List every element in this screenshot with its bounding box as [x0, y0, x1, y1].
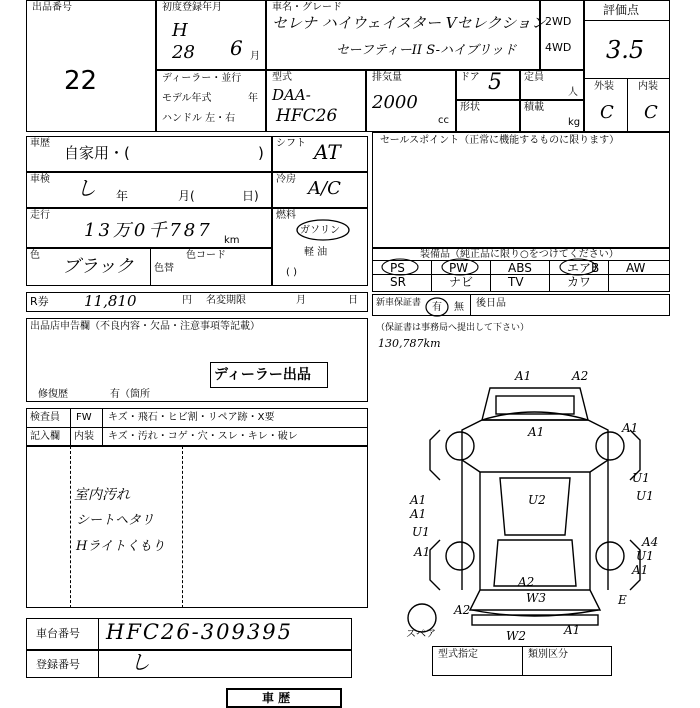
displacement-unit: cc — [438, 115, 449, 126]
int-grade: C — [644, 102, 658, 123]
warranty-after: 後日品 — [476, 298, 506, 309]
recycle-value: 11,810 — [84, 292, 137, 310]
equipment-circle — [380, 258, 420, 276]
fuel-gas: ガソリン — [300, 225, 340, 236]
mark-14: A2 — [518, 575, 535, 589]
mark-5: U1 — [636, 489, 654, 503]
equipment-item: SR — [390, 275, 406, 289]
dealer-label: ディーラー・並行 — [162, 73, 242, 84]
color-code-label: 色コード — [186, 250, 226, 261]
mark-19: A1 — [564, 623, 581, 637]
car-name-value: セレナ ハイウェイスター Vセレクション — [272, 14, 547, 32]
fw-label: FW — [76, 412, 92, 423]
inspection-day: 日) — [242, 189, 259, 203]
grade-value: 3.5 — [606, 36, 645, 64]
name-change-month: 月 — [296, 295, 306, 306]
first-reg-month: 6 — [230, 36, 243, 60]
mark-9: U1 — [412, 525, 430, 539]
drive-4wd: 4WD — [545, 41, 572, 54]
first-reg-label: 初度登録年月 — [162, 2, 222, 13]
name-change-day: 日 — [348, 295, 358, 306]
note-3: Hライトくもり — [76, 539, 165, 554]
warranty-yes: 有 — [432, 302, 442, 313]
fw-options: キズ・飛石・ヒビ割・リペア跡・X要 — [108, 412, 275, 423]
first-reg-month-unit: 月 — [250, 51, 260, 62]
equipment-label: 装備品（純正品に限り○をつけてください） — [420, 249, 619, 260]
capacity-label: 定員 — [524, 72, 544, 83]
recycle-label: R券 — [30, 295, 49, 308]
equipment-item: エアB — [567, 261, 600, 275]
car-diagram — [400, 360, 680, 650]
note-2: シートヘタリ — [76, 513, 155, 528]
equipment-item: カワ — [567, 275, 592, 289]
first-reg-era: H — [172, 20, 188, 41]
mileage-unit: km — [224, 235, 240, 246]
note-1: 室内汚れ — [74, 487, 130, 503]
equipment-circle — [558, 258, 598, 276]
shape-label: 形状 — [460, 102, 480, 113]
shift-value: AT — [314, 140, 341, 164]
inspection-label: 車検 — [30, 174, 50, 185]
equipment-item: PW — [449, 261, 469, 275]
model-value: DAA- — [272, 86, 311, 104]
ext-grade: C — [600, 102, 614, 123]
mileage-label: 走行 — [30, 210, 50, 221]
car-name-sub: セーフティーII S-ハイブリッド — [336, 43, 517, 58]
class-label: 類別区分 — [528, 649, 568, 660]
drive-box — [540, 0, 584, 70]
displacement-value: 2000 — [372, 92, 418, 113]
ac-label: 冷房 — [276, 174, 296, 185]
mark-17: E — [618, 593, 627, 607]
equipment-item: AW — [626, 261, 646, 275]
checks-label-2: 記入欄 — [30, 431, 60, 442]
type-designation-label: 型式指定 — [438, 649, 478, 660]
name-change-label: 名変期限 — [206, 295, 246, 306]
equipment-item: PS — [390, 261, 405, 275]
mark-13: A1 — [632, 563, 649, 577]
int-label: 内装 — [638, 81, 658, 92]
history-value: 自家用・( — [64, 144, 130, 162]
inspection-month: 月( — [178, 189, 195, 203]
equipment-circle — [440, 258, 480, 276]
doors-label: ドア — [460, 72, 480, 83]
model-value-2: HFC26 — [276, 106, 338, 126]
mark-15: W3 — [526, 591, 546, 605]
displacement-label: 排気量 — [372, 72, 402, 83]
first-reg-year: 28 — [172, 42, 195, 63]
mark-16: A2 — [454, 603, 471, 617]
odometer-note-label: （保証書は事務局へ提出して下さい） — [376, 323, 530, 333]
reg-number-value: し — [130, 650, 150, 674]
interior-label: 内装 — [74, 431, 94, 442]
mark-1: A2 — [572, 369, 589, 383]
mark-12: U1 — [636, 549, 654, 563]
model-year-label: モデル年式 — [162, 93, 212, 104]
mark-7: U2 — [528, 493, 546, 507]
inspection-box — [26, 172, 272, 208]
reg-number-label: 登録番号 — [36, 658, 80, 671]
doors-value: 5 — [488, 70, 502, 95]
checks-label-1: 検査員 — [30, 412, 60, 423]
drive-2wd: 2WD — [545, 15, 572, 28]
sales-point-box — [372, 132, 670, 248]
history-close: ) — [258, 144, 264, 162]
fuel-label: 燃料 — [276, 210, 296, 221]
equipment-item: ABS — [508, 261, 532, 275]
grade-label: 評価点 — [603, 3, 640, 17]
exhibitor-label: 出品店申告欄（不良内容・欠品・注意事項等記載） — [30, 321, 260, 332]
ext-label: 外装 — [594, 81, 614, 92]
mark-10: A4 — [642, 535, 659, 549]
car-name-label: 車名・グレード — [272, 2, 342, 13]
model-year-unit: 年 — [248, 93, 258, 104]
capacity-unit: 人 — [568, 87, 578, 98]
warranty-no: 無 — [454, 302, 464, 313]
sales-point-label: セールスポイント（正常に機能するものに限ります） — [380, 135, 620, 146]
load-unit: kg — [568, 117, 581, 128]
mark-6: A1 — [410, 493, 427, 507]
warranty-label: 新車保証書 — [376, 298, 422, 308]
mark-3: A1 — [622, 421, 639, 435]
lot-number: 22 — [64, 66, 98, 96]
ac-value: A/C — [308, 178, 341, 199]
recycle-unit: 円 — [182, 295, 192, 306]
shift-label: シフト — [276, 138, 306, 149]
equipment-item: TV — [508, 275, 524, 289]
equipment-item: ナビ — [449, 275, 474, 289]
odometer-note-value: 130,787km — [378, 337, 441, 350]
color-label: 色 — [30, 250, 40, 261]
chassis-value: HFC26-309395 — [106, 620, 293, 644]
fuel-light: 軽 油 — [304, 247, 328, 258]
spare-label: スペア — [406, 629, 436, 640]
model-label: 型式 — [272, 72, 292, 83]
warranty-yes-circle — [424, 296, 450, 318]
mark-0: A1 — [515, 369, 532, 383]
handle-label: ハンドル 左・右 — [162, 113, 236, 124]
inspection-mark: し — [76, 176, 96, 200]
history-label: 車歴 — [30, 138, 50, 149]
dealer-stamp-text: ディーラー出品 — [214, 367, 311, 383]
repair-value: 有（箇所 — [110, 389, 150, 400]
load-label: 積載 — [524, 102, 544, 113]
history-box — [26, 136, 272, 172]
color-change-label: 色替 — [154, 263, 174, 274]
inspection-year: 年 — [116, 189, 129, 203]
mark-18: W2 — [506, 629, 526, 643]
repair-label: 修復歴 — [38, 389, 68, 400]
mark-4: U1 — [632, 471, 650, 485]
fuel-circle — [295, 218, 351, 242]
fuel-paren: ( ) — [286, 267, 297, 278]
chassis-label: 車台番号 — [36, 627, 80, 640]
color-value: ブラック — [62, 256, 134, 277]
lot-label: 出品番号 — [32, 2, 72, 13]
mileage-value: 13万0千787 — [84, 220, 213, 241]
mark-11: A1 — [414, 545, 431, 559]
mark-8: A1 — [410, 507, 427, 521]
bottom-tab-label: 車 歴 — [262, 691, 291, 705]
interior-options: キズ・汚れ・コゲ・穴・スレ・キレ・破レ — [108, 431, 298, 442]
mark-2: A1 — [528, 425, 545, 439]
recycle-box — [26, 292, 368, 312]
